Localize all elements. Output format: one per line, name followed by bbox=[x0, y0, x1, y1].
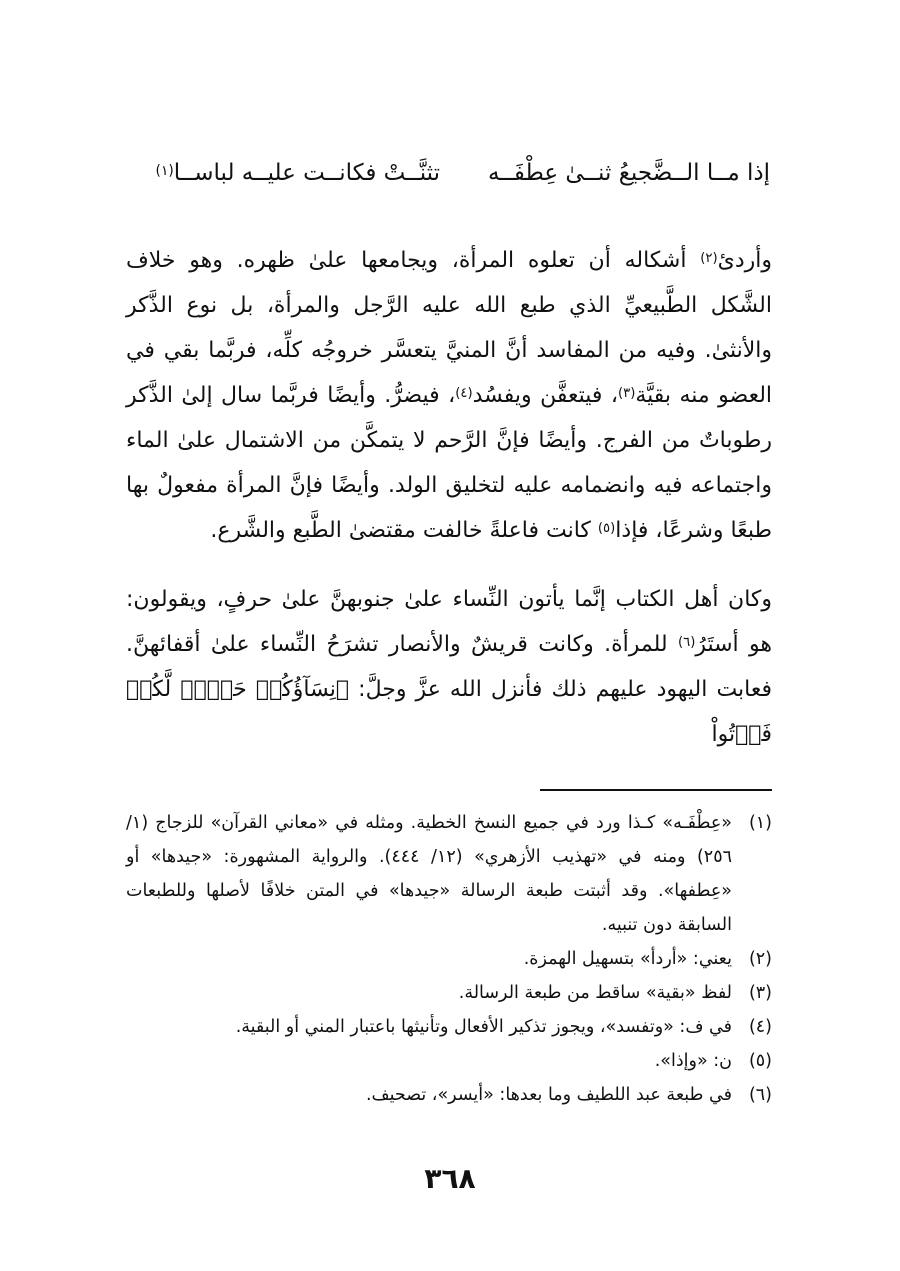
footnote-ref[interactable]: (١) bbox=[155, 163, 174, 180]
footnote-item bbox=[126, 1078, 772, 1112]
main-text bbox=[126, 238, 772, 757]
footnote-item bbox=[126, 1044, 772, 1078]
footnote-text: يعني: «أردأ» بتسهيل الهمزة. bbox=[523, 949, 732, 969]
footnote-number: (٢) bbox=[748, 949, 772, 969]
footnote-ref[interactable]: (٢) bbox=[700, 251, 718, 267]
page-number: ٣٦٨ bbox=[424, 1162, 476, 1195]
verse-first-hemistich: إذا مــا الــضَّجيعُ ثنــىٰ عِطْفَــه bbox=[488, 160, 770, 186]
paragraph-2: وكان أهل الكتاب إنَّما يأتون النِّساء علىٰ جنوبهنَّ علىٰ حرفٍ، ويقولون: هو أستَرُ$^{(٦)}$ للمرأة. وكانت قريشٌ والأنصار تشرَحُ النِّساء علىٰ أقفائهنَّ. فعابت اليهود عليهم ذلك فأنزل الله عزَّ وجلَّ: ﴿نِسَآؤُكُمۡ حَرۡثٞ لَّكُمۡ فَأۡتُواْ bbox=[126, 587, 773, 747]
footnote-ref[interactable]: (٥) bbox=[597, 521, 616, 537]
footnote-ref[interactable]: (٦) bbox=[677, 635, 696, 651]
footnote-number: (٤) bbox=[748, 1017, 772, 1037]
footnote-number: (٣) bbox=[748, 983, 772, 1003]
footnote-text: لفظ «بقية» ساقط من طبعة الرسالة. bbox=[458, 983, 732, 1003]
footnote-text: في طبعة عبد اللطيف وما بعدها: «أيسر»، تصحيف. bbox=[365, 1085, 732, 1105]
footnote-item bbox=[126, 1010, 772, 1044]
footnote-separator bbox=[540, 789, 772, 791]
footnote-number: (١) bbox=[748, 813, 772, 833]
footnote-number: (٦) bbox=[748, 1085, 772, 1105]
quran-quote: ﴿نِسَآؤُكُمۡ حَرۡثٞ لَّكُمۡ فَأۡتُواْ bbox=[126, 677, 772, 747]
poetry-verse bbox=[130, 160, 770, 200]
footnote-text: في ف: «وتفسد»، ويجوز تذكير الأفعال وتأنيثها باعتبار المني أو البقية. bbox=[235, 1017, 732, 1037]
footnote-ref[interactable]: (٤) bbox=[455, 386, 473, 402]
verse-second-hemistich: تثنَّــتْ فكانــت عليــه لباســا$^{(١)}$ bbox=[155, 160, 440, 186]
footnote-text: ن: «وإذا». bbox=[654, 1051, 732, 1071]
footnote-ref[interactable]: (٣) bbox=[617, 386, 636, 402]
footnote-number: (٥) bbox=[748, 1051, 772, 1071]
footnote-item bbox=[126, 976, 772, 1010]
paragraph-1: وأردئ$^{(٢)}$ أشكاله أن تعلوه المرأة، ويجامعها علىٰ ظهره. وهو خلاف الشَّكل الطَّبيعيِّ الذي طبع الله عليه الرَّجل والمرأة، بل نوع الذَّكر والأنثىٰ. وفيه من المفاسد أنَّ المنيَّ يتعسَّر خروجُه كلِّه، فربَّما بقي في العضو منه بقيَّة$^{(٣)}$، فيتعفَّن ويفسُد$^{(٤)}$، فيضرُّ. وأيضًا فربَّما سال إلىٰ الذَّكر رطوباتٌ من الفرج. وأيضًا فإنَّ الرَّحم لا يتمكَّن من الاشتمال علىٰ الماء واجتماعه فيه وانضمامه عليه لتخليق الولد. وأيضًا فإنَّ المرأة مفعولٌ بها طبعًا وشرعًا، فإذا$^{(٥)}$ كانت فاعلةً خالفت مقتضىٰ الطَّبع والشَّرع. bbox=[126, 248, 773, 543]
footnote-text: «عِطْفَـه» كـذا ورد في جميع النسخ الخطية. ومثله في «معاني القرآن» للزجاج (١/ ٢٥٦) ومنه في «تهذيب الأزهري» (١٢/ ٤٤٤). والرواية المشهورة: «جيدها» أو «عِطفها». وقد أثبتت طبعة الرسالة «جيدها» في المتن خلافًا لأصلها وللطبعات السابقة دون تنبيه. bbox=[126, 813, 732, 935]
footnote-item bbox=[126, 806, 772, 942]
footnotes-list bbox=[126, 806, 772, 1112]
footnote-item bbox=[126, 942, 772, 976]
